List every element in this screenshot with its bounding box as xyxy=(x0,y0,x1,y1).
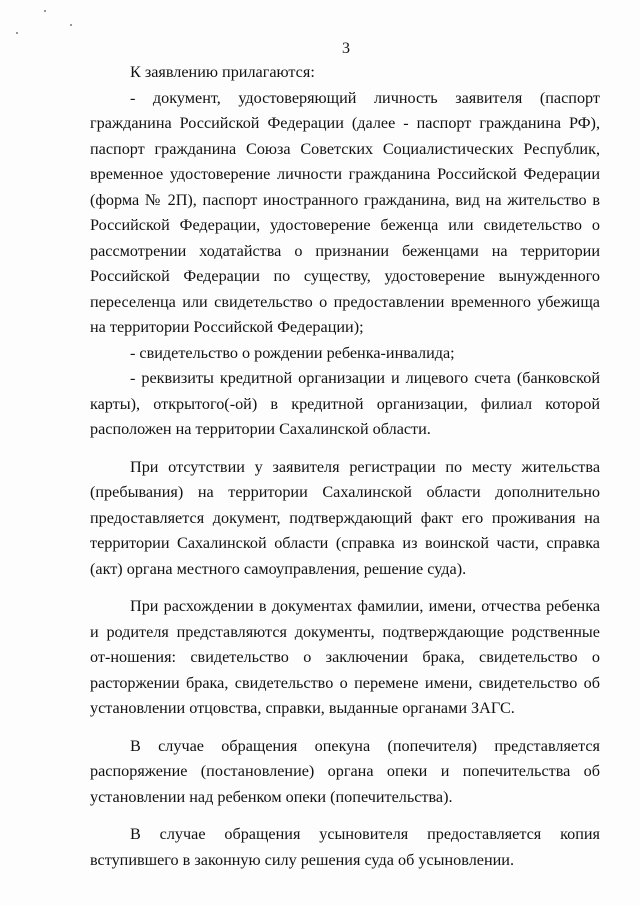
item-bank-details: - реквизиты кредитной организации и лицевого счета (банковской карты), открытого(-ой) в кредитной организации, филиал которой расположен на территории Сахалинской области. xyxy=(90,369,600,438)
item-identity-document: - документ, удостоверяющий личность заявителя (паспорт гражданина Российской Федерации (далее - паспорт гражданина РФ), паспорт гражданина Союза Советских Социалистических Республик, временное удостоверение личности гражданина Российской Федерации (форма № 2П), паспорт иностранного гражданина, вид на жительство в Российской Федерации, удостоверение беженца или свидетельство о рассмотрении ходатайства о признании беженцами на территории Российской Федерации по существу, удостоверение вынужденного переселенца или свидетельство о предоставлении временного убежища на территории Российской Федерации); xyxy=(90,88,600,336)
scan-speck xyxy=(16,32,18,34)
paragraph-guardian: В случае обращения опекуна (попечителя) представляется распоряжение (постановление) органа опеки и попечительства об установлении над ребенком опеки (попечительства). xyxy=(90,736,600,806)
document-body xyxy=(90,60,600,873)
scan-speck xyxy=(44,10,46,12)
attachments-heading: К заявлению прилагаются: xyxy=(130,63,315,81)
paragraph-residence: При отсутствии у заявителя регистрации по месту жительства (пребывания) на территории Сахалинской области дополнительно предоставляется документ, подтверждающий факт его проживания на территории Сахалинской области (справка из воинской части, справка (акт) органа местного самоуправления, решение суда). xyxy=(90,457,600,578)
paragraph-name-mismatch: При расхождении в документах фамилии, имени, отчества ребенка и родителя представляются документы, подтверждающие родственные от-ношения: свидетельство о заключении брака, свидетельство о расторжении брака, свидетельство о перемене имени, свидетельство об установлении отцовства, справки, выданные органами ЗАГС. xyxy=(90,597,600,717)
item-birth-certificate: - свидетельство о рождении ребенка-инвалида; xyxy=(130,343,455,362)
page-number: 3 xyxy=(342,40,350,57)
scan-speck xyxy=(70,24,72,26)
paragraph-adopter: В случае обращения усыновителя предоставляется копия вступившего в законную силу решения суда об усыновлении. xyxy=(90,825,600,869)
